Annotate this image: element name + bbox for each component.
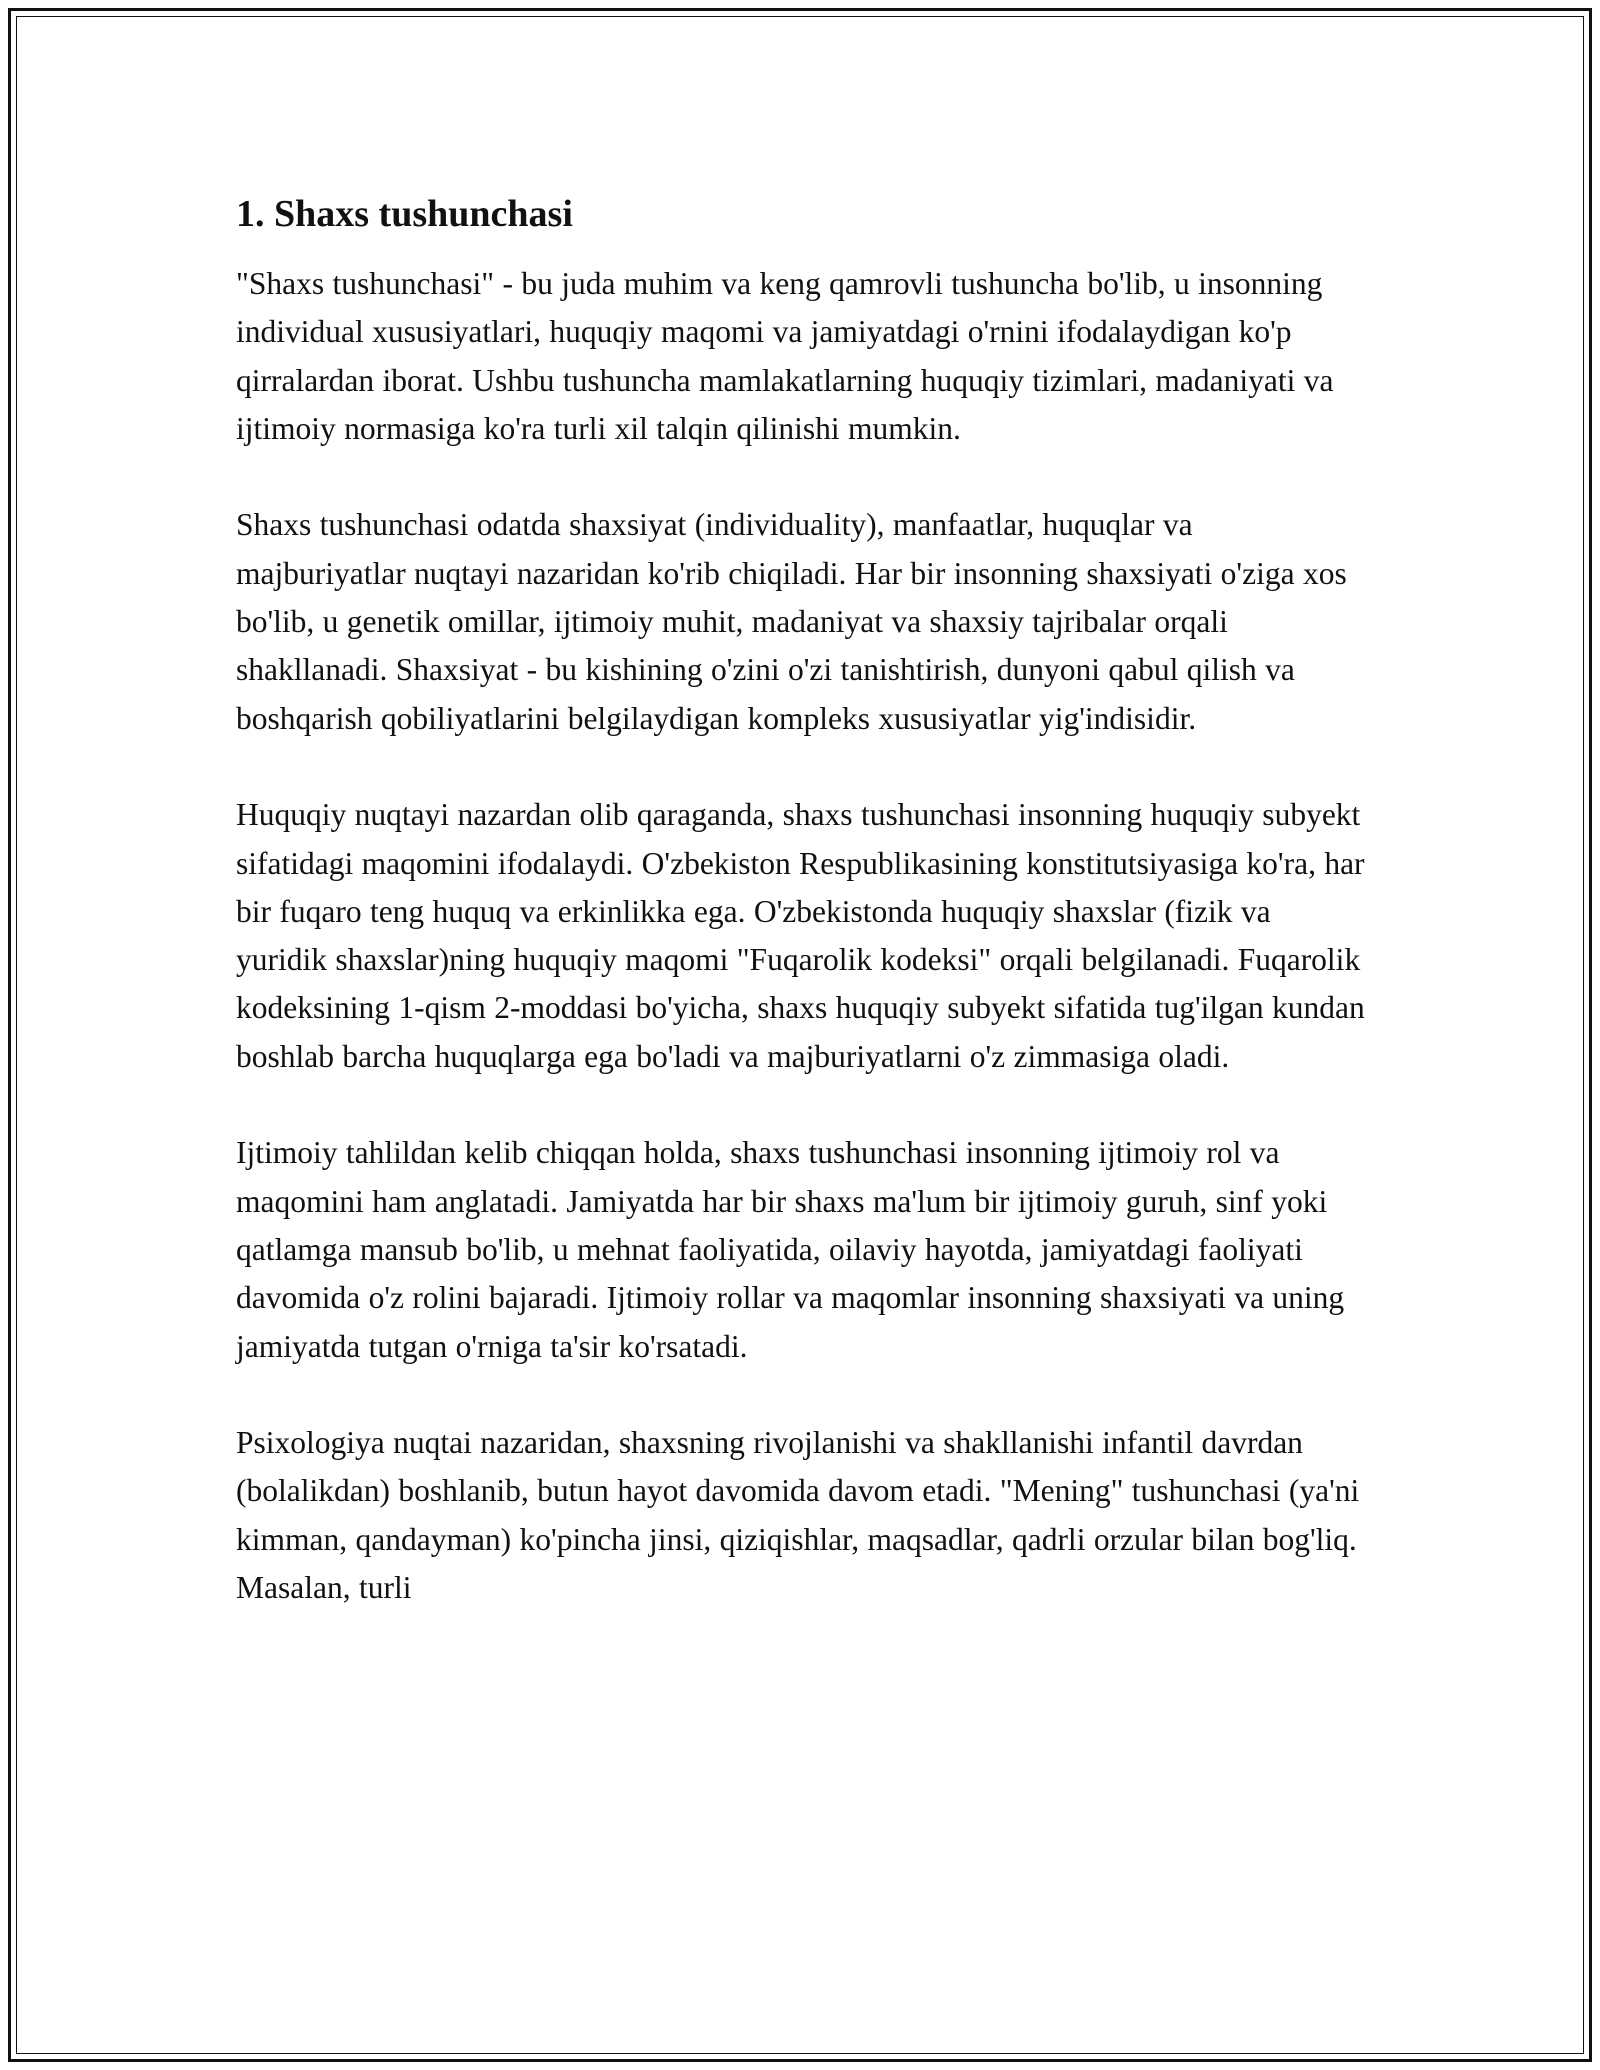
paragraph-4: Ijtimoiy tahlildan kelib chiqqan holda, shaxs tushunchasi insonning ijtimoiy rol va maqomini ham anglatadi. Jamiyatda har bir shaxs ma'lum bir ijtimoiy guruh, sinf yoki qatlamga mansub bo'lib, u mehnat faoliyatida, oilaviy hayotda, jamiyatdagi faoliyati davomida o'z rolini bajaradi. Ijtimoiy rollar va maqomlar insonning shaxsiyati va uning jamiyatda tutgan o'rniga ta'sir ko'rsatadi.	[236, 1135, 1345, 1364]
document-body	[236, 190, 1366, 1661]
paragraph-1: "Shaxs tushunchasi" - bu juda muhim va keng qamrovli tushuncha bo'lib, u insonning individual xususiyatlari, huquqiy maqomi va jamiyatdagi o'rnini ifodalaydigan ko'p qirralardan iborat. Ushbu tushuncha mamlakatlarning huquqiy tizimlari, madaniyati va ijtimoiy normasiga ko'ra turli xil talqin qilinishi mumkin.	[236, 266, 1334, 446]
section-title: 1. Shaxs tushunchasi	[236, 193, 573, 235]
paragraph-2: Shaxs tushunchasi odatda shaxsiyat (individuality), manfaatlar, huquqlar va majburiyatlar nuqtayi nazaridan ko'rib chiqiladi. Har bir insonning shaxsiyati o'ziga xos bo'lib, u genetik omillar, ijtimoiy muhit, madaniyat va shaxsiy tajribalar orqali shakllanadi. Shaxsiyat - bu kishining o'zini o'zi tanishtirish, dunyoni qabul qilish va boshqarish qobiliyatlarini belgilaydigan kompleks xususiyatlar yig'indisidir.	[236, 507, 1347, 736]
paragraph-3: Huquqiy nuqtayi nazardan olib qaraganda, shaxs tushunchasi insonning huquqiy subyekt sifatidagi maqomini ifodalaydi. O'zbekiston Respublikasining konstitutsiyasiga ko'ra, har bir fuqaro teng huquq va erkinlikka ega. O'zbekistonda huquqiy shaxslar (fizik va yuridik shaxslar)ning huquqiy maqomi "Fuqarolik kodeksi" orqali belgilanadi. Fuqarolik kodeksining 1-qism 2-moddasi bo'yicha, shaxs huquqiy subyekt sifatida tug'ilgan kundan boshlab barcha huquqlarga ega bo'ladi va majburiyatlarni o'z zimmasiga oladi.	[236, 797, 1365, 1074]
paragraph-5: Psixologiya nuqtai nazaridan, shaxsning rivojlanishi va shakllanishi infantil davrdan (bolalikdan) boshlanib, butun hayot davomida davom etadi. "Mening" tushunchasi (ya'ni kimman, qandayman) ko'pincha jinsi, qiziqishlar, maqsadlar, qadrli orzular bilan bog'liq. Masalan, turli	[236, 1425, 1360, 1606]
